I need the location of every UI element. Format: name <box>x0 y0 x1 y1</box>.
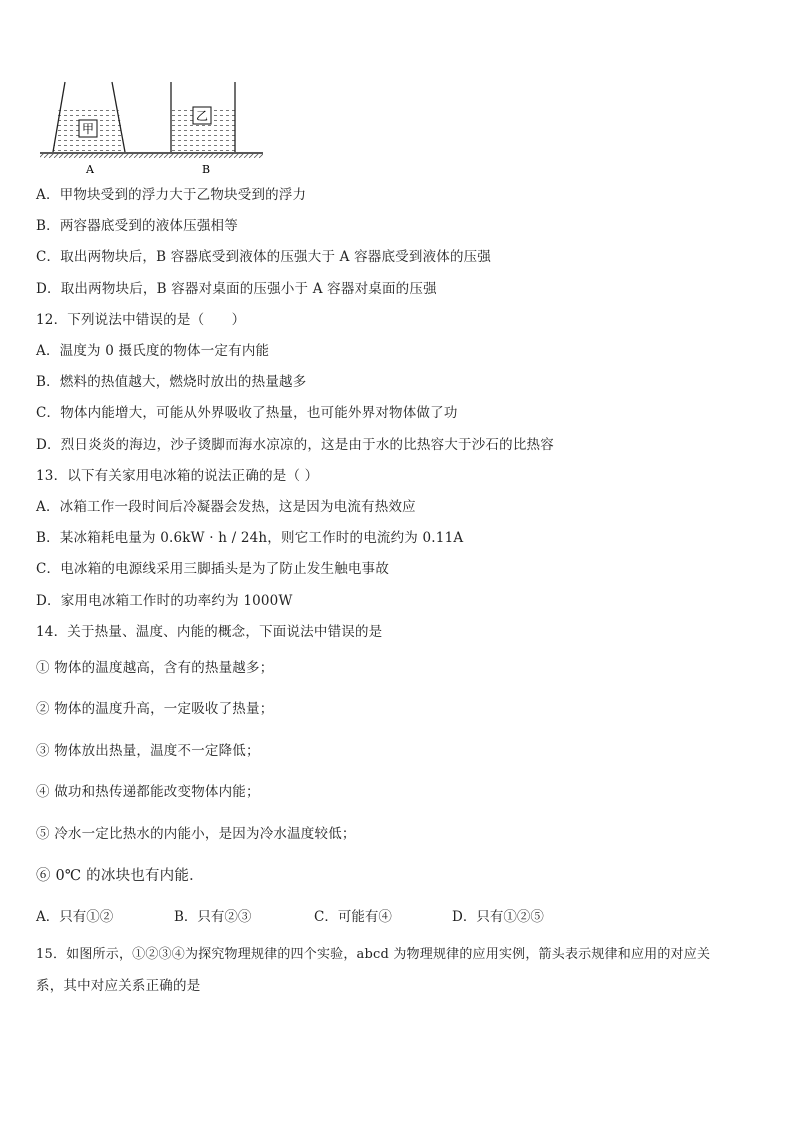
containers-figure <box>34 78 269 178</box>
q14-statement-5: ⑤ 冷水一定比热水的内能小，是因为冷水温度较低； <box>36 826 356 842</box>
q13-stem: 13．以下有关家用电冰箱的说法正确的是（ ） <box>36 468 319 484</box>
q12-option-d: D．烈日炎炎的海边，沙子烫脚而海水凉凉的，这是由于水的比热容大于沙石的比热容 <box>36 437 554 453</box>
q14-option-d: D．只有①②⑤ <box>452 909 544 925</box>
containers-diagram <box>34 78 269 178</box>
block-b-label: 乙 <box>195 109 209 123</box>
q15-stem-line1: 15．如图所示，①②③④为探究物理规律的四个实验，abcd 为物理规律的应用实例，箭头表示规律和应用的对应关 <box>36 947 711 962</box>
q14-statement-1: ① 物体的温度越高，含有的热量越多； <box>36 660 274 676</box>
q14-statement-3: ③ 物体放出热量，温度不一定降低； <box>36 743 260 759</box>
q14-statement-2: ② 物体的温度升高，一定吸收了热量； <box>36 701 274 717</box>
table-hatch <box>40 154 263 158</box>
q12-option-a: A．温度为 0 摄氏度的物体一定有内能 <box>36 343 270 359</box>
q14-stem: 14．关于热量、温度、内能的概念，下面说法中错误的是 <box>36 624 383 640</box>
q14-option-a: A．只有①② <box>36 909 114 925</box>
q11-option-d: D．取出两物块后，B 容器对桌面的压强小于 A 容器对桌面的压强 <box>36 281 437 297</box>
q14-statement-4: ④ 做功和热传递都能改变物体内能； <box>36 784 260 800</box>
q14-option-b: B．只有②③ <box>174 909 252 925</box>
label-a: A <box>86 163 94 176</box>
q13-option-d: D．家用电冰箱工作时的功率约为 1000W <box>36 593 293 609</box>
q14-option-c: C．可能有④ <box>314 909 392 925</box>
q11-option-a: A．甲物块受到的浮力大于乙物块受到的浮力 <box>36 187 307 203</box>
q12-option-c: C．物体内能增大，可能从外界吸收了热量，也可能外界对物体做了功 <box>36 405 458 421</box>
q14-statement-6: ⑥ 0℃ 的冰块也有内能． <box>36 868 204 884</box>
q12-option-b: B．燃料的热值越大，燃烧时放出的热量越多 <box>36 374 307 390</box>
q15-stem-line2: 系，其中对应关系正确的是 <box>36 978 201 994</box>
q13-option-a: A．冰箱工作一段时间后冷凝器会发热，这是因为电流有热效应 <box>36 499 416 515</box>
q13-option-b: B．某冰箱耗电量为 0.6kW · h / 24h，则它工作时的电流约为 0.11A <box>36 530 464 546</box>
label-b: B <box>201 163 211 176</box>
q12-stem: 12．下列说法中错误的是（ ） <box>36 312 246 328</box>
q11-option-c: C．取出两物块后，B 容器底受到液体的压强大于 A 容器底受到液体的压强 <box>36 249 492 265</box>
q13-option-c: C．电冰箱的电源线采用三脚插头是为了防止发生触电事故 <box>36 561 390 577</box>
block-a-label: 甲 <box>81 122 95 136</box>
q11-option-b: B．两容器底受到的液体压强相等 <box>36 218 238 234</box>
